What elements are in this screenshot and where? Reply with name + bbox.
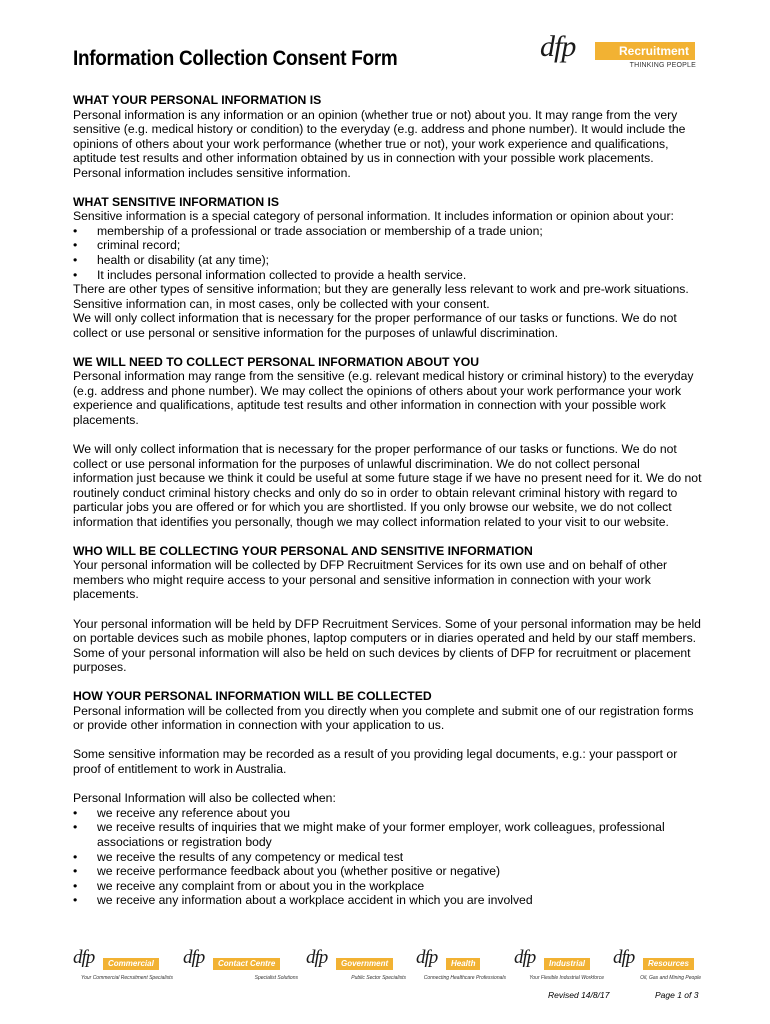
section-who-collects <box>73 544 703 675</box>
list-item: • we receive performance feedback about you (whether positive or negative) <box>73 864 703 879</box>
brand-mark: dfp <box>73 947 95 968</box>
brand-tagline: Your Flexible Industrial Workforce <box>529 975 604 981</box>
paragraph: Sensitive information is a special category of personal information. It includes information or opinion about your: <box>73 209 674 224</box>
paragraph: Your personal information will be collected by DFP Recruitment Services for its own use and on behalf of other members who might require access to your personal and sensitive information in connection with your work placements. <box>73 558 668 602</box>
brand-name: Contact Centre <box>213 958 280 970</box>
section-personal-information <box>73 93 703 181</box>
list-item: • health or disability (at any time); <box>73 253 703 268</box>
brand-tagline: Specialist Solutions <box>254 975 298 981</box>
paragraph: Your personal information will be held by DFP Recruitment Services. Some of your personal information may be held on portable devices such as mobile phones, laptop computers or in diaries operated and held by our staff members. Some of your personal information will also be held on such devices by clients of DFP for recruitment or placement purposes. <box>73 616 701 675</box>
brand-logo-resources <box>613 947 701 987</box>
list-item: • we receive any information about a workplace accident in which you are involved <box>73 893 703 908</box>
logo-tagline: THINKING PEOPLE <box>629 62 696 69</box>
brand-logo-health <box>416 947 506 987</box>
bullet-list <box>73 806 703 908</box>
revision-date: Revised 14/8/17 <box>548 990 610 1000</box>
page-number: Page 1 of 3 <box>655 990 699 1000</box>
logo-name: Recruitment <box>595 42 695 60</box>
list-item: • criminal record; <box>73 238 703 253</box>
brand-logo-commercial <box>73 947 173 987</box>
list-item: • It includes personal information collected to provide a health service. <box>73 268 703 283</box>
section-heading: WHAT SENSITIVE INFORMATION IS <box>73 194 280 209</box>
section-how-collected <box>73 689 703 908</box>
brand-name: Commercial <box>103 958 159 970</box>
document-body <box>73 93 703 922</box>
section-heading: WHO WILL BE COLLECTING YOUR PERSONAL AND SENSITIVE INFORMATION <box>73 543 533 558</box>
list-item: • membership of a professional or trade association or membership of a trade union; <box>73 224 703 239</box>
brand-mark: dfp <box>613 947 635 968</box>
brand-tagline: Oil, Gas and Mining People <box>640 975 701 981</box>
section-need-to-collect <box>73 355 703 530</box>
dfp-recruitment-logo <box>540 30 700 74</box>
paragraph: Personal information will be collected from you directly when you complete and submit one of our registration forms or provide other information in connection with your application to us. <box>73 703 694 733</box>
section-heading: WHAT YOUR PERSONAL INFORMATION IS <box>73 93 322 107</box>
paragraph: Personal information is any information or an opinion (whether true or not) about you. It may range from the very sensitive (e.g. medical history or condition) to the everyday (e.g. address and phone number). It would include the opinions of others about your work performance (whether true or not), your work experience and qualifications, aptitude test results and other information obtained by us in connection with your possible work placements. Personal information includes sensitive information. <box>73 107 686 180</box>
paragraph: Sensitive information can, in most cases, only be collected with your consent. <box>73 296 490 311</box>
list-item: • we receive any reference about you <box>73 806 703 821</box>
brand-logo-government <box>306 947 406 987</box>
paragraph: Some sensitive information may be recorded as a result of you providing legal documents, e.g.: your passport or proof of entitlement to work in Australia. <box>73 747 678 776</box>
brand-logo-industrial <box>514 947 604 987</box>
list-item: • we receive results of inquiries that we might make of your former employer, work colleagues, professional associations or registration body <box>73 820 703 849</box>
brand-name: Resources <box>643 958 694 970</box>
brand-mark: dfp <box>183 947 205 968</box>
section-heading: WE WILL NEED TO COLLECT PERSONAL INFORMATION ABOUT YOU <box>73 354 480 369</box>
brand-mark: dfp <box>514 947 536 968</box>
page-title: Information Collection Consent Form <box>73 47 398 70</box>
section-heading: HOW YOUR PERSONAL INFORMATION WILL BE COLLECTED <box>73 688 432 703</box>
brand-name: Government <box>336 958 393 970</box>
section-sensitive-information <box>73 195 703 341</box>
bullet-list <box>73 224 703 282</box>
brand-tagline: Public Sector Specialists <box>351 975 406 981</box>
brand-mark: dfp <box>416 947 438 968</box>
brand-tagline: Your Commercial Recruitment Specialists <box>81 975 173 981</box>
paragraph: We will only collect information that is necessary for the proper performance of our tasks or functions. We do not collect or use personal information for the purposes of unlawful discrimination. We do not collect personal information just because we think it could be useful at some future stage if we have no present need for it. We do not routinely conduct criminal history checks and only do so in order to obtain relevant criminal history with regard to particular jobs you are offered or for which you are shortlisted. If you only browse our website, we do not collect information that identifies you personally, though we may collect information related to your visit to our website. <box>73 442 702 530</box>
paragraph: We will only collect information that is necessary for the proper performance of our tasks or functions. We do not collect or use personal or sensitive information for the purposes of unlawful discrimination. <box>73 311 677 340</box>
list-item: • we receive the results of any competency or medical test <box>73 850 703 865</box>
brand-name: Health <box>446 958 480 970</box>
list-item: • we receive any complaint from or about you in the workplace <box>73 879 703 894</box>
footer-brand-logos <box>73 947 703 987</box>
paragraph: Personal Information will also be collected when: <box>73 791 336 806</box>
paragraph: There are other types of sensitive information; but they are generally less relevant to work and pre-work situations. <box>73 282 689 297</box>
brand-mark: dfp <box>306 947 328 968</box>
logo-mark: dfp <box>540 30 576 63</box>
brand-logo-contact-centre <box>183 947 298 987</box>
brand-tagline: Connecting Healthcare Professionals <box>423 975 506 981</box>
paragraph: Personal information may range from the sensitive (e.g. relevant medical history or criminal history) to the everyday (e.g. address and phone number). We may collect the opinions of others about your work performance your work experience and qualifications, aptitude test results and other information in connection with your possible work placements. <box>73 369 694 427</box>
brand-name: Industrial <box>544 958 590 970</box>
